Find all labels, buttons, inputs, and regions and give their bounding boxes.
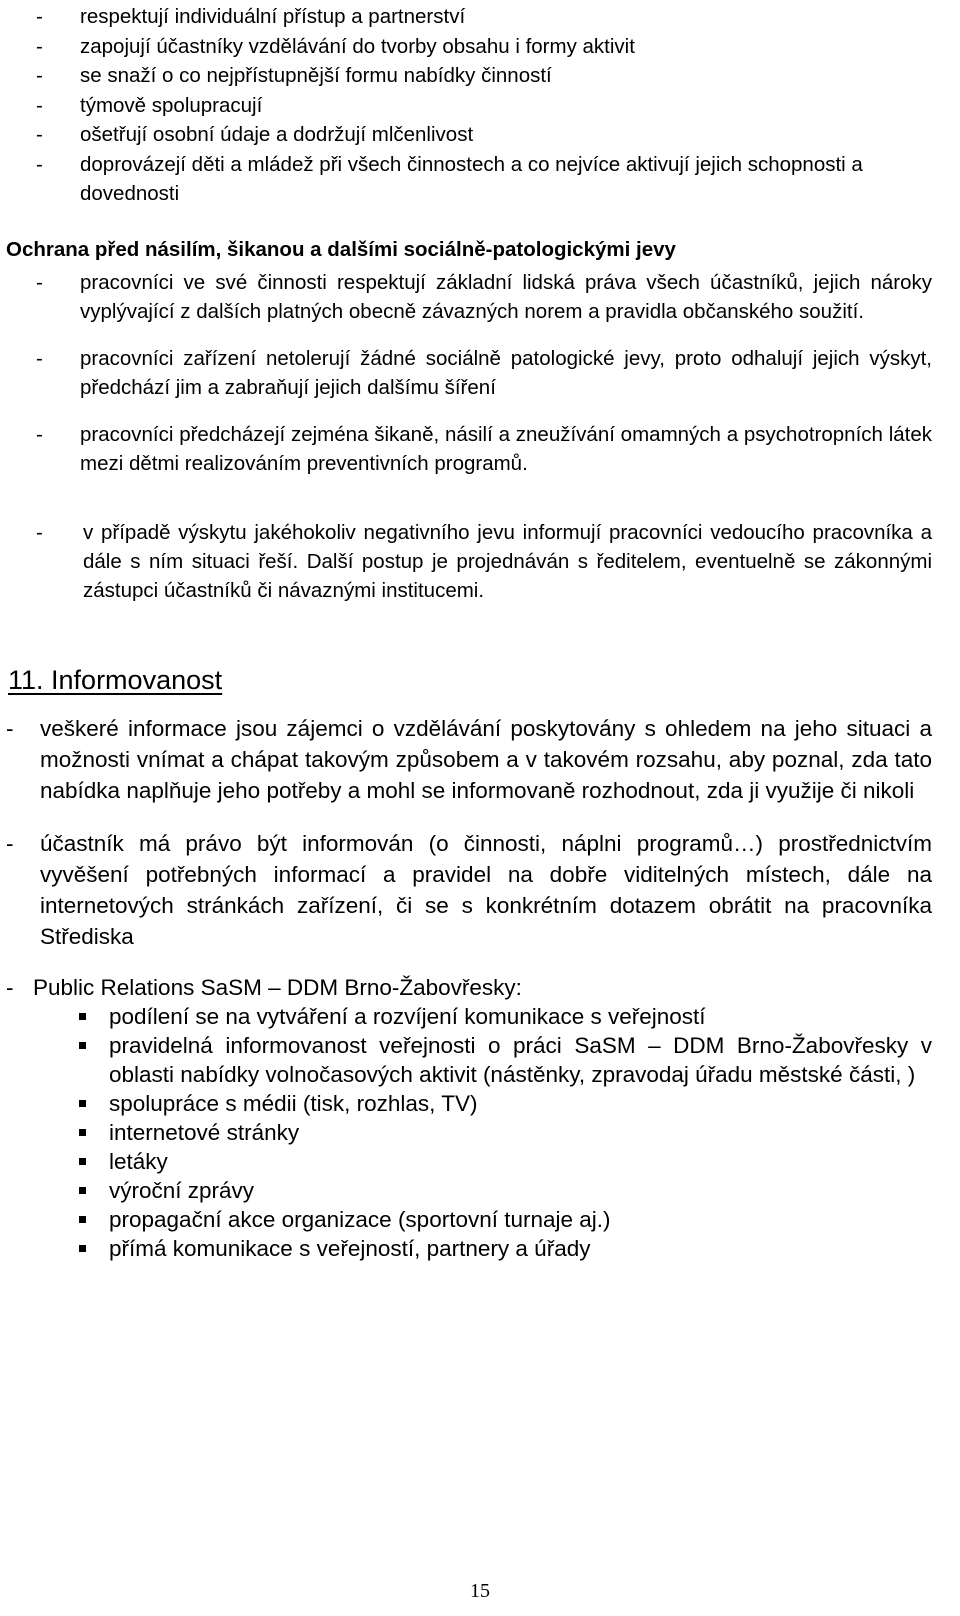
list-item-text: veškeré informace jsou zájemci o vzdělávání poskytovány s ohledem na jeho situaci a možnosti vnímat a chápat takovým způsobem a v takovém rozsahu, aby poznal, zda tato nabídka naplňuje jeho potřeby a mohl se informovaně rozhodnout, zda ji využije či nikoli [40, 716, 932, 803]
square-bullet-icon [79, 1187, 86, 1194]
dash-bullet: - [6, 975, 14, 1000]
section-heading-information: 11. Informovanost [8, 665, 223, 695]
list-item [109, 1089, 932, 1118]
dash-bullet: - [6, 831, 14, 856]
list-item-text: pracovníci zařízení netolerují žádné sociálně patologické jevy, proto odhalují jejich výskyt, předchází jim a zabraňují jejich dalšímu šíření [80, 347, 932, 399]
list-item [109, 1002, 932, 1031]
list-item [109, 1031, 932, 1089]
square-bullet-icon [79, 1013, 86, 1020]
information-list [6, 713, 932, 974]
list-item [36, 344, 932, 402]
list-item [109, 1205, 932, 1234]
list-item-text: účastník má právo být informován (o činnosti, náplni programů…) prostřednictvím vyvěšení potřebných informací a pravidel na dobře viditelných místech, dále na internetových stránkách zařízení, či se s konkrétním dotazem obrátit na pracovníka Střediska [40, 831, 932, 949]
list-item-text: pracovníci ve své činnosti respektují základní lidská práva všech účastníků, jejich nároky vyplývající z dalších platných obecně závazných norem a pravidla občanského soužití. [80, 271, 932, 323]
list-item [36, 61, 936, 91]
list-item [36, 91, 936, 121]
list-item [109, 1147, 932, 1176]
list-item [109, 1176, 932, 1205]
list-item-text: týmově spolupracují [80, 93, 263, 117]
protection-list [36, 268, 932, 496]
page-number: 15 [470, 1580, 490, 1602]
list-item-text: propagační akce organizace (sportovní turnaje aj.) [109, 1207, 611, 1232]
list-item-text: přímá komunikace s veřejností, partnery a úřady [109, 1236, 591, 1261]
dash-bullet: - [36, 152, 43, 176]
dash-bullet: - [36, 347, 43, 370]
square-bullet-icon [79, 1216, 86, 1223]
section-heading-protection: Ochrana před násilím, šikanou a dalšími sociálně-patologickými jevy [6, 238, 676, 261]
public-relations-heading [6, 973, 932, 1002]
list-item [6, 828, 932, 952]
list-item-text: doprovázejí děti a mládež při všech činnostech a co nejvíce aktivují jejich schopnosti a dovednosti [80, 152, 863, 205]
square-bullet-icon [79, 1042, 86, 1049]
list-item-text: zapojují účastníky vzdělávání do tvorby obsahu i formy aktivit [80, 34, 635, 58]
dash-bullet: - [36, 423, 43, 446]
list-item [36, 150, 936, 209]
list-item [6, 713, 932, 806]
list-item-text: výroční zprávy [109, 1178, 255, 1203]
list-item [109, 1118, 932, 1147]
public-relations-list [6, 1002, 932, 1263]
dash-bullet: - [36, 271, 43, 294]
list-item-text: internetové stránky [109, 1120, 300, 1145]
dash-bullet: - [6, 716, 14, 741]
list-item [36, 2, 936, 32]
dash-bullet: - [36, 34, 43, 58]
list-item [36, 120, 936, 150]
list-item [36, 32, 936, 62]
dash-bullet: - [36, 64, 43, 87]
square-bullet-icon [79, 1158, 86, 1165]
list-item-text: respektují individuální přístup a partnerství [80, 5, 466, 28]
list-item-text: pravidelná informovanost veřejnosti o práci SaSM – DDM Brno-Žabovřesky v oblasti nabídky volnočasových aktivit (nástěnky, zpravodaj úřadu městské části, ) [109, 1033, 932, 1087]
list-item-text: v případě výskytu jakéhokoliv negativního jevu informují pracovníci vedoucího pracovníka a dále s ním situaci řeší. Další postup je projednáván s ředitelem, eventuelně se zákonnými zástupci účastníků či návaznými institucemi. [83, 521, 932, 602]
public-relations-heading-text: Public Relations SaSM – DDM Brno-Žabovřesky: [33, 975, 522, 1000]
principles-list [36, 2, 936, 209]
protection-list-continued [36, 518, 932, 605]
list-item-text: se snaží o co nejpřístupnější formu nabídky činností [80, 64, 552, 87]
public-relations-block [6, 973, 932, 1263]
square-bullet-icon [79, 1245, 86, 1252]
dash-bullet: - [36, 5, 43, 28]
list-item-text: spolupráce s médii (tisk, rozhlas, TV) [109, 1091, 478, 1116]
square-bullet-icon [79, 1100, 86, 1107]
list-item [36, 420, 932, 478]
dash-bullet: - [36, 93, 43, 117]
list-item [36, 518, 932, 605]
square-bullet-icon [79, 1129, 86, 1136]
dash-bullet: - [36, 123, 43, 146]
list-item-text: ošetřují osobní údaje a dodržují mlčenlivost [80, 123, 474, 146]
list-item-text: podílení se na vytváření a rozvíjení komunikace s veřejností [109, 1004, 706, 1029]
list-item-text: letáky [109, 1149, 168, 1174]
dash-bullet: - [36, 521, 43, 544]
list-item-text: pracovníci předcházejí zejména šikaně, násilí a zneužívání omamných a psychotropních látek mezi dětmi realizováním preventivních programů. [80, 423, 932, 475]
list-item [36, 268, 932, 326]
list-item [109, 1234, 932, 1263]
